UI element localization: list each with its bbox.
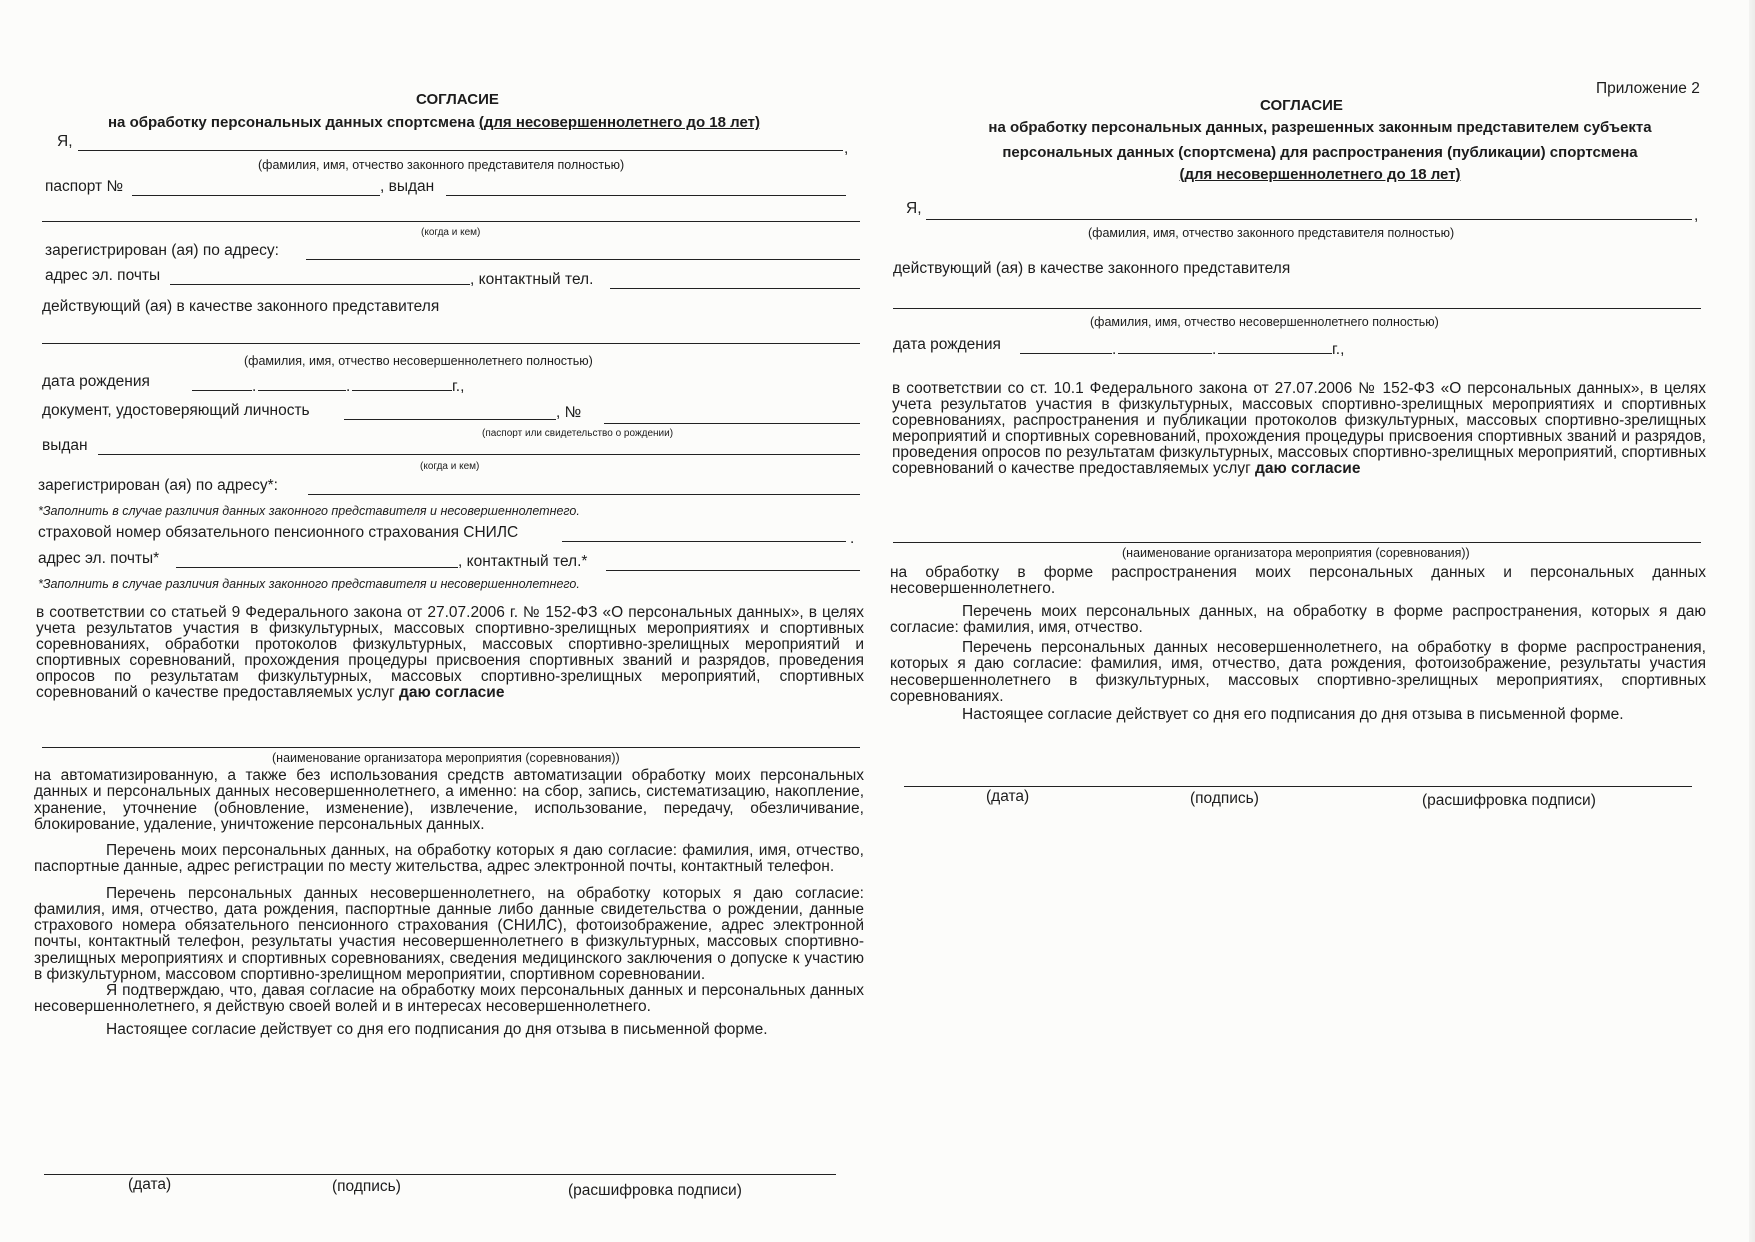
right-hint-organizer: (наименование организатора мероприятия (соревнования)): [1122, 546, 1470, 560]
passport-issued-field-2[interactable]: [42, 221, 860, 222]
right-title: СОГЛАСИЕ: [1260, 97, 1343, 114]
number-sign: , №: [556, 404, 582, 421]
dob-label: дата рождения: [42, 373, 150, 390]
right-subtitle-1: на обработку персональных данных, разрешенных законным представителем субъекта: [988, 119, 1652, 136]
hint-passport-or-cert: (паспорт или свидетельство о рождении): [482, 428, 674, 439]
passport-issued-field[interactable]: [446, 195, 846, 196]
dot: .: [850, 530, 855, 547]
right-dob-day-field[interactable]: [1020, 353, 1112, 354]
right-organizer-field[interactable]: [893, 542, 1701, 543]
right-para-2: Перечень моих персональных данных, на обработку в форме распространения, которых я даю согласие: фамилия, имя, отчество.: [890, 602, 1706, 636]
email-star-field[interactable]: [176, 567, 458, 568]
right-para-1: на обработку в форме распространения моих персональных данных и персональных данных несовершеннолетнего.: [890, 564, 1706, 598]
left-rep-fio-field[interactable]: [78, 150, 843, 151]
year-suffix: г.,: [452, 378, 465, 395]
phone-label: , контактный тел.: [470, 271, 594, 288]
email-label: адрес эл. почты: [45, 267, 161, 284]
id-doc-type-field[interactable]: [344, 419, 556, 420]
phone-star-label: , контактный тел.*: [458, 553, 588, 570]
left-signature-line[interactable]: [44, 1174, 836, 1175]
id-doc-label: документ, удостоверяющий личность: [42, 402, 310, 419]
registered-field[interactable]: [306, 259, 860, 260]
law-text-body: в соответствии со ст. 10.1 Федерального закона от 27.07.2006 № 152-ФЗ «О персональных данных», в целях учета результатов участия в физкультурных, массовых спортивно-зрелищных мероприятиях и спортивных соревнованиях, распространения и публикации протоколов физкультурных, массовых спортивно-зрелищных мероприятий и спортивных соревнований, прохождения процедуры присвоения спортивных званий и разрядов, проведения опросов по результатам физкультурных, массовых спортивно-зрелищных мероприятий, спортивных соревнований о качестве предоставляемых услуг: [892, 380, 1706, 477]
left-organizer-field[interactable]: [42, 747, 860, 748]
dob-month-field[interactable]: [258, 390, 346, 391]
acting-label: действующий (ая) в качестве законного представителя: [42, 298, 440, 315]
comma: ,: [844, 140, 849, 157]
passport-label: паспорт №: [45, 178, 124, 195]
phone-star-field[interactable]: [606, 570, 860, 571]
left-subtitle: на обработку персональных данных спортсмена (для несовершеннолетнего до 18 лет): [108, 114, 760, 131]
right-sig-signature: (подпись): [1190, 790, 1259, 807]
id-doc-issued-field[interactable]: [98, 454, 860, 455]
comma: ,: [1694, 207, 1699, 224]
right-hint-fio-minor: (фамилия, имя, отчество несовершеннолетнего полностью): [1090, 315, 1439, 329]
left-paragraphs: [34, 768, 864, 1038]
left-title: СОГЛАСИЕ: [416, 91, 499, 108]
snils-field[interactable]: [562, 541, 846, 542]
dob-dot: .: [1112, 341, 1117, 358]
left-para-1: на автоматизированную, а также без использования средств автоматизации обработку моих персональных данных и персональных данных несовершеннолетнего, а именно: на сбор, запись, систематизацию, накопление, хранение, уточнение (обновление, изменение), извлечение, использование, передачу, обезличивание, блокирование, удаление, уничтожение персональных данных.: [34, 767, 864, 833]
dob-dot: .: [252, 378, 257, 395]
dob-dot: .: [346, 378, 351, 395]
left-sig-signature: (подпись): [332, 1178, 401, 1195]
dob-dot: .: [1212, 341, 1217, 358]
right-law-text: [892, 381, 1706, 477]
note-2: *Заполнить в случае различия данных законного представителя и несовершеннолетнего.: [38, 577, 580, 591]
consent-bold: даю согласие: [399, 683, 505, 701]
right-hint-fio-rep: (фамилия, имя, отчество законного представителя полностью): [1088, 226, 1455, 240]
left-para-3: Перечень персональных данных несовершеннолетнего, на обработку которых я даю согласие: фамилия, имя, отчество, дата рождения, паспортные данные либо данные свидетельства о рождении, данные страхового номера обязательного пенсионного страхования (СНИЛС), фотоизображение, адрес электронной почты, контактный телефон, результаты участия несовершеннолетнего в физкультурных, массовых спортивно-зрелищных мероприятиях и спортивных соревнованиях, сведения медицинского заключения о допуске к участию в физкультурном, массовом спортивно-зрелищном мероприятии, спортивном соревновании.: [34, 884, 864, 983]
annex-label: Приложение 2: [1596, 80, 1700, 97]
right-rep-fio-field[interactable]: [926, 219, 1692, 220]
right-subtitle-2: персональных данных (спортсмена) для распространения (публикации) спортсмена: [1002, 144, 1638, 161]
passport-number-field[interactable]: [132, 195, 380, 196]
left-subtitle-underlined: (для несовершеннолетнего до 18 лет): [478, 114, 760, 131]
hint-organizer: (наименование организатора мероприятия (соревнования)): [272, 751, 620, 765]
scan-edge-shadow: [1749, 0, 1755, 1242]
right-paragraphs: [890, 565, 1706, 723]
hint-when-who-2: (когда и кем): [420, 461, 480, 472]
right-signature-line[interactable]: [904, 786, 1692, 787]
left-sig-date: (дата): [128, 1176, 172, 1193]
right-dob-month-field[interactable]: [1118, 353, 1212, 354]
email-field[interactable]: [170, 284, 470, 285]
right-sig-date: (дата): [986, 788, 1030, 805]
dob-day-field[interactable]: [192, 390, 252, 391]
right-dob-year-field[interactable]: [1218, 353, 1332, 354]
left-law-text: [36, 605, 864, 701]
right-para-4: Настоящее согласие действует со дня его подписания до дня отзыва в письменной форме.: [962, 706, 1624, 724]
registered-label: зарегистрирован (ая) по адресу:: [45, 242, 279, 259]
note-1: *Заполнить в случае различия данных законного представителя и несовершеннолетнего.: [38, 504, 580, 518]
registered-star-label: зарегистрирован (ая) по адресу*:: [38, 477, 278, 494]
left-para-4: Я подтверждаю, что, давая согласие на обработку моих персональных данных и персональных данных несовершеннолетнего, я действую своей волей и в интересах несовершеннолетнего.: [34, 982, 864, 1016]
registered-star-field[interactable]: [308, 494, 860, 495]
right-subtitle-3: (для несовершеннолетнего до 18 лет): [1179, 166, 1461, 183]
hint-fio-rep: (фамилия, имя, отчество законного представителя полностью): [258, 158, 625, 172]
left-para-5: Настоящее согласие действует со дня его подписания до дня отзыва в письменной форме.: [106, 1020, 768, 1038]
year-suffix: г.,: [1332, 341, 1345, 358]
dob-year-field[interactable]: [352, 390, 452, 391]
hint-when-who: (когда и кем): [421, 227, 481, 238]
law-text-body: в соответствии со статьей 9 Федерального закона от 27.07.2006 г. № 152-ФЗ «О персональных данных», в целях учета результатов участия в физкультурных, массовых спортивно-зрелищных мероприятиях и спортивных соревнованиях, обработки протоколов физкультурных, массовых спортивно-зрелищных мероприятий и спортивных соревнований, прохождения процедуры присвоения спортивных званий и разрядов, проведения опросов по результатам физкультурных, массовых спортивно-зрелищных мероприятий, спортивных соревнований о качестве предоставляемых услуг: [36, 604, 864, 701]
phone-field[interactable]: [610, 288, 860, 289]
id-doc-number-field[interactable]: [604, 423, 860, 424]
consent-bold: даю согласие: [1255, 459, 1361, 477]
email-star-label: адрес эл. почты*: [38, 550, 160, 567]
right-dob-label: дата рождения: [893, 336, 1001, 353]
left-ya-label: Я,: [57, 133, 73, 150]
snils-label: страховой номер обязательного пенсионного страхования СНИЛС: [38, 524, 519, 541]
left-para-2: Перечень моих персональных данных, на обработку которых я даю согласие: фамилия, имя, отчество, паспортные данные, адрес регистрации по месту жительства, адрес электронной почты, контактный телефон.: [34, 842, 864, 876]
right-ya-label: Я,: [906, 200, 922, 217]
right-acting-label: действующий (ая) в качестве законного представителя: [893, 260, 1291, 277]
issued-label-2: выдан: [42, 437, 88, 454]
hint-fio-minor: (фамилия, имя, отчество несовершеннолетнего полностью): [244, 354, 593, 368]
left-sig-decode: (расшифровка подписи): [568, 1182, 742, 1199]
issued-label: , выдан: [380, 178, 435, 195]
right-sig-decode: (расшифровка подписи): [1422, 792, 1596, 809]
minor-fio-field[interactable]: [42, 343, 860, 344]
right-para-3: Перечень персональных данных несовершеннолетнего, на обработку в форме распространения, которых я даю согласие: фамилия, имя, отчество, дата рождения, фотоизображение, результаты участия несовершеннолетнего в физкультурных, массовых спортивно-зрелищных мероприятиях, спортивных соревнованиях.: [890, 639, 1706, 705]
right-minor-fio-field[interactable]: [893, 308, 1701, 309]
